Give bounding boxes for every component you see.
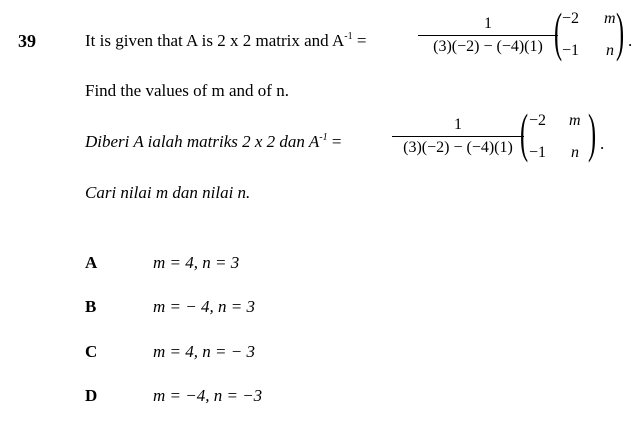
ms-left-paren: ( bbox=[519, 103, 529, 163]
en-fraction bbox=[418, 15, 558, 56]
en-stem bbox=[85, 31, 366, 51]
ms-equals-sign: = bbox=[331, 132, 342, 151]
option-a-letter[interactable]: A bbox=[85, 253, 98, 272]
ms-matrix-d: n bbox=[571, 144, 579, 161]
matrix-b: m bbox=[604, 10, 616, 27]
ms-fraction-bar bbox=[392, 136, 524, 137]
option-c-text[interactable]: m = 4, n = − 3 bbox=[153, 342, 255, 361]
option-d-text[interactable]: m = −4, n = −3 bbox=[153, 386, 263, 405]
ms-fraction bbox=[392, 116, 524, 157]
fraction-numerator: 1 bbox=[484, 15, 492, 32]
en-stem-text: It is given that A is 2 x 2 matrix and A bbox=[85, 31, 345, 50]
inverse-superscript: -1 bbox=[344, 31, 353, 42]
option-c-letter[interactable]: C bbox=[85, 342, 98, 361]
ms-matrix bbox=[527, 112, 597, 162]
ms-stem bbox=[85, 132, 341, 152]
matrix-d: n bbox=[606, 42, 614, 59]
fraction-denominator: (3)(−2) − (−4)(1) bbox=[433, 38, 543, 55]
option-b-letter[interactable]: B bbox=[85, 297, 97, 316]
ms-period: . bbox=[600, 134, 605, 153]
question-number: 39 bbox=[18, 31, 36, 51]
option-b-text[interactable]: m = − 4, n = 3 bbox=[153, 297, 255, 316]
en-task: Find the values of m and of n. bbox=[85, 81, 289, 100]
ms-right-paren: ) bbox=[587, 103, 597, 163]
fraction-bar bbox=[418, 35, 558, 36]
ms-task: Cari nilai m dan nilai n. bbox=[85, 183, 251, 202]
right-paren: ) bbox=[615, 2, 625, 62]
en-period: . bbox=[628, 31, 633, 50]
ms-fraction-numerator: 1 bbox=[454, 116, 462, 133]
ms-matrix-b: m bbox=[569, 112, 581, 129]
matrix-c: −1 bbox=[562, 42, 580, 59]
ms-matrix-a: −2 bbox=[529, 112, 547, 129]
equals-sign: = bbox=[356, 31, 367, 50]
left-paren: ( bbox=[553, 2, 563, 62]
ms-matrix-c: −1 bbox=[529, 144, 547, 161]
ms-inverse-superscript: -1 bbox=[319, 132, 328, 143]
option-a-text[interactable]: m = 4, n = 3 bbox=[153, 253, 240, 272]
matrix-a: −2 bbox=[562, 10, 580, 27]
option-d-letter[interactable]: D bbox=[85, 386, 98, 405]
ms-stem-text: Diberi A ialah matriks 2 x 2 dan A bbox=[85, 132, 320, 151]
ms-fraction-denominator: (3)(−2) − (−4)(1) bbox=[403, 139, 513, 156]
